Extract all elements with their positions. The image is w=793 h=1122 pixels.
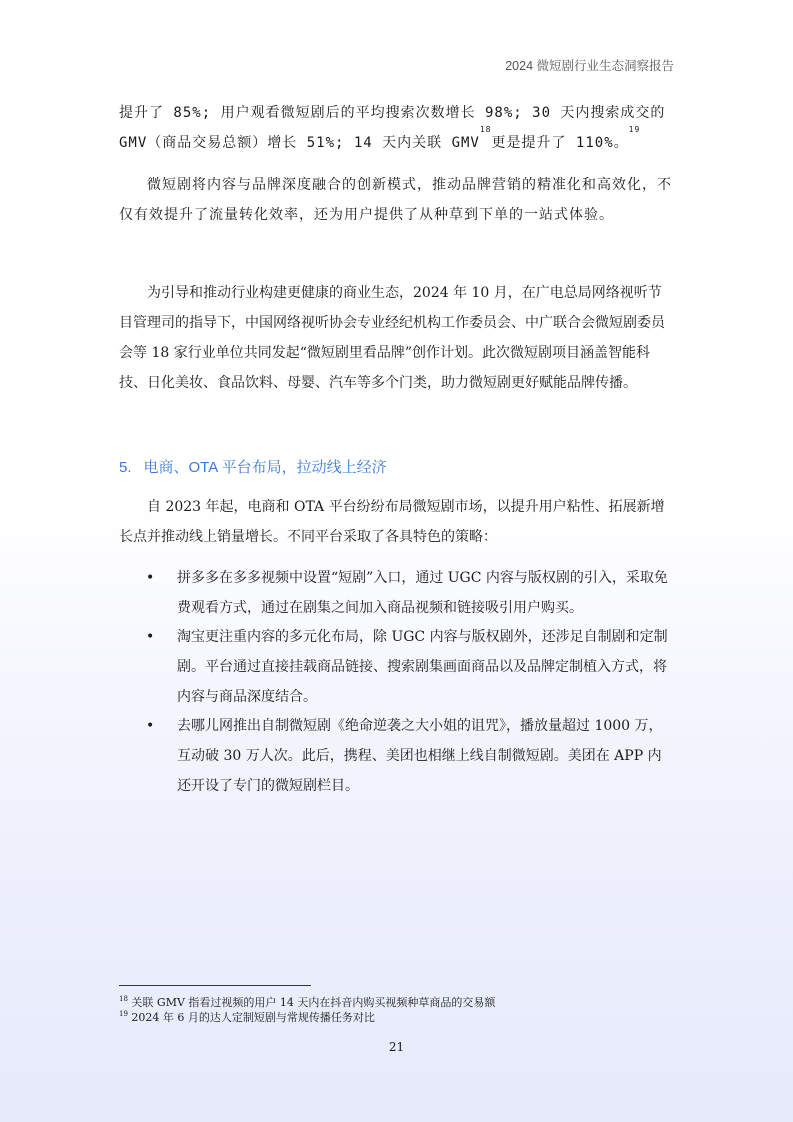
list-item-text: 淘宝更注重内容的多元化布局，除 UGC 内容与版权剧外，还涉足自制剧和定制剧。平台通过直接挂载商品链接、搜索剧集画面商品以及品牌定制植入方式，将内容与商品深度结合。	[177, 629, 668, 705]
section-heading	[119, 456, 387, 477]
bullet-icon: •	[146, 718, 155, 734]
section-title: 电商、OTA 平台布局，拉动线上经济	[143, 459, 387, 476]
paragraph-industry-plan: 为引导和推动行业构建更健康的商业生态，2024 年 10 月，在广电总局网络视听节目管理司的指导下，中国网络视听协会专业经纪机构工作委员会、中广联合会微短剧委员会等 18 家行业单位共同发起“微短剧里看品牌”创作计划。此次微短剧项目涵盖智能科技、日化美妆、食品饮料、母婴、汽车等多个门类，助力微短剧更好赋能品牌传播。	[119, 285, 665, 391]
footnote-divider	[119, 985, 311, 986]
paragraph-gmv-text-a: 提升了 85%; 用户观看微短剧后的平均搜索次数增长 98%; 30 天内搜索成交的 GMV（商品交易总额）增长 51%; 14 天内关联 GMV	[119, 105, 666, 151]
strategy-list	[119, 563, 675, 800]
footnote-number: 18	[119, 995, 128, 1003]
paragraph-platform-intro: 自 2023 年起，电商和 OTA 平台纷纷布局微短剧市场，以提升用户粘性、拓展新增长点并推动线上销量增长。不同平台采取了各具特色的策略：	[119, 499, 665, 545]
footnote-ref-19[interactable]: 19	[628, 125, 641, 134]
footnote-ref-18[interactable]: 18	[479, 125, 492, 134]
list-item-text: 去哪儿网推出自制微短剧《绝命逆袭之大小姐的诅咒》，播放量超过 1000 万，互动破 30 万人次。此后，携程、美团也相继上线自制微短剧。美团在 APP 内还开设了专门的微短剧栏目。	[177, 718, 663, 794]
section-number: 5.	[119, 459, 132, 476]
footnote-19	[119, 1011, 375, 1025]
footnote-text: 关联 GMV 指看过视频的用户 14 天内在抖音内购买视频种草商品的交易额	[131, 996, 496, 1009]
footnote-text: 2024 年 6 月的达人定制短剧与常规传播任务对比	[131, 1011, 375, 1024]
footnote-number: 19	[119, 1010, 128, 1018]
paragraph-gmv-stats	[119, 98, 675, 158]
paragraph-content-brand: 微短剧将内容与品牌深度融合的创新模式，推动品牌营销的精准化和高效化，不仅有效提升了流量转化效率，还为用户提供了从种草到下单的一站式体验。	[119, 177, 672, 223]
bullet-icon: •	[146, 629, 155, 645]
list-item	[119, 622, 675, 712]
page-number: 21	[388, 1040, 405, 1054]
list-item-text: 拼多多在多多视频中设置“短剧”入口，通过 UGC 内容与版权剧的引入，采取免费观看方式，通过在剧集之间加入商品视频和链接吸引用户购买。	[177, 570, 668, 616]
footnote-18	[119, 996, 495, 1010]
list-item	[119, 711, 675, 801]
paragraph-gmv-text-b: 更是提升了 110%。	[491, 135, 629, 151]
list-item	[119, 563, 675, 623]
bullet-icon: •	[146, 570, 155, 586]
running-header: 2024 微短剧行业生态洞察报告	[505, 59, 674, 73]
